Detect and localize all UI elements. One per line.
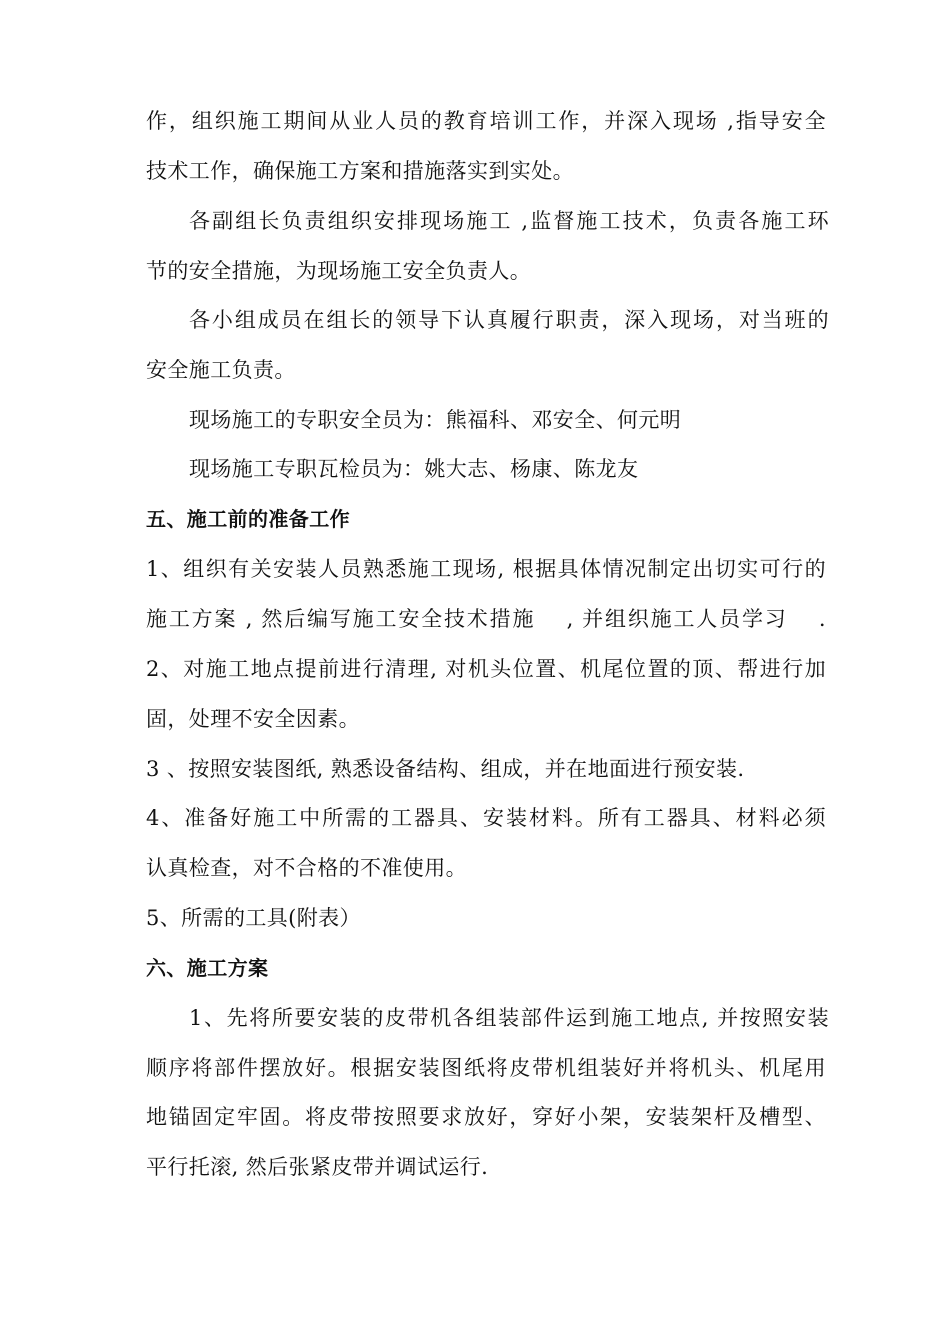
paragraph-line: 节的安全措施，为现场施工安全负责人。 (146, 259, 532, 283)
paragraph-line: 施工方案 , 然后编写施工安全技术措施 , 并组织施工人员学习 . (146, 607, 826, 631)
paragraph-line: 平行托滚, 然后张紧皮带并调试运行. (146, 1155, 489, 1179)
paragraph-line: 3 、按照安装图纸, 熟悉设备结构、组成，并在地面进行预安装. (146, 757, 745, 781)
paragraph-line: 地锚固定牢固。将皮带按照要求放好，穿好小架，安装架杆及槽型、 (146, 1105, 826, 1129)
paragraph-line: 顺序将部件摆放好。根据安装图纸将皮带机组装好并将机头、机尾用 (146, 1056, 826, 1080)
paragraph-line: 4、准备好施工中所需的工器具、安装材料。所有工器具、材料必须 (146, 806, 826, 830)
paragraph-line: 2、对施工地点提前进行清理, 对机头位置、机尾位置的顶、帮进行加 (146, 657, 826, 681)
paragraph-line: 现场施工的专职安全员为：熊福科、邓安全、何元明 (189, 408, 682, 432)
paragraph-line: 认真检查，对不合格的不准使用。 (146, 856, 467, 880)
paragraph-line: 技术工作，确保施工方案和措施落实到实处。 (146, 159, 574, 183)
paragraph-line: 固，处理不安全因素。 (146, 707, 360, 731)
paragraph-line: 现场施工专职瓦检员为：姚大志、杨康、陈龙友 (189, 457, 639, 481)
paragraph-line: 各小组成员在组长的领导下认真履行职责，深入现场，对当班的 (189, 308, 829, 332)
section-heading: 五、施工前的准备工作 (146, 507, 350, 531)
paragraph-line: 1、组织有关安装人员熟悉施工现场, 根据具体情况制定出切实可行的 (146, 557, 826, 581)
paragraph-line: 1、先将所要安装的皮带机各组装部件运到施工地点, 并按照安装 (189, 1006, 829, 1030)
paragraph-line: 各副组长负责组织安排现场施工 ,监督施工技术，负责各施工环 (189, 209, 829, 233)
paragraph-line: 5、所需的工具(附表） (146, 906, 361, 930)
paragraph-line: 作，组织施工期间从业人员的教育培训工作，并深入现场 ,指导安全 (146, 109, 826, 133)
section-heading: 六、施工方案 (146, 956, 269, 980)
paragraph-line: 安全施工负责。 (146, 358, 296, 382)
